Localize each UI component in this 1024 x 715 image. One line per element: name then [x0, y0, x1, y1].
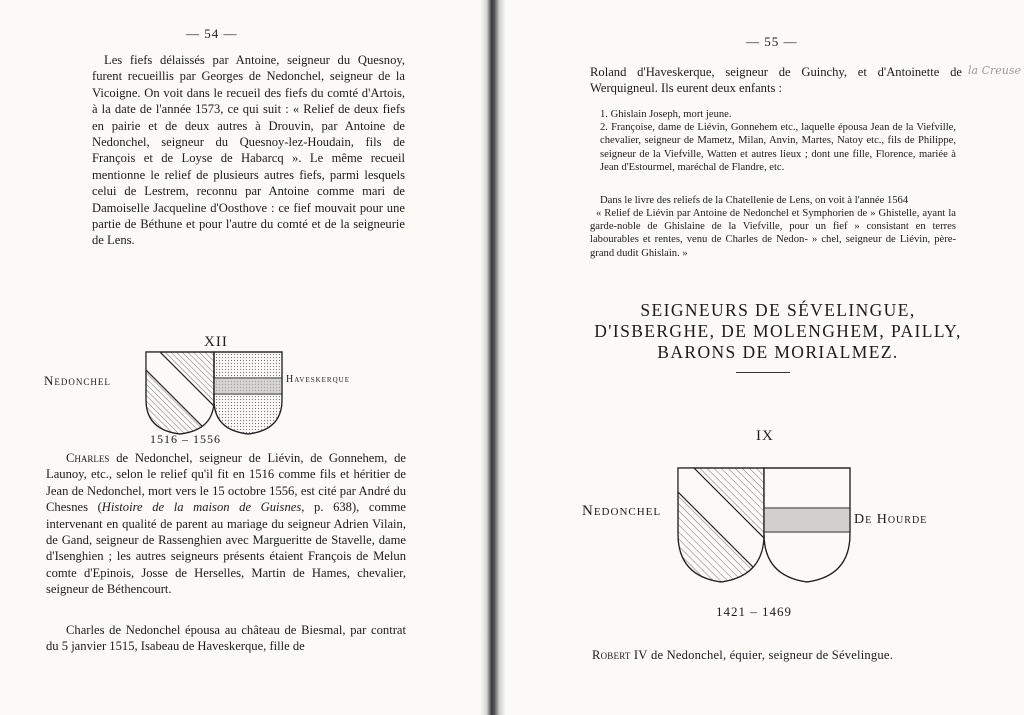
arms-name-right: Haveskerque — [286, 374, 350, 385]
caption-robert: Robert IV de Nedonchel, équier, seigneur de Sévelingue. — [592, 648, 894, 662]
arms-name-right: De Hourde — [854, 512, 928, 527]
page-number: — 54 — — [186, 26, 238, 41]
shield-de-hourde — [764, 468, 850, 582]
name-lead: Charles — [66, 451, 110, 465]
paragraph-fiefs: Les fiefs délaissés par Antoine, seigneur du Quesnoy, furent recueillis par Georges de Nedonchel, seigneur de la Vicoigne. On voit dans le recueil des fiefs du comté d'Artois, à la date de l'année 1573, ce qui suit : « Relief de deux fiefs en pairie et de deux autres à Drouvin, par Antoine de Nedonchel, seigneur du Quesnoy-lez-Houdain, fils de François et de Loyse de Habarcq ». Le même recueil mentionne le relief de plusieurs autres fiefs, parmi lesquels celui de Lestrem, reconnu par Antoine comme mari de Damoiselle Jacqueline d'Oosthove : ce fief mouvait pour une partie de Béthune et pour l'autre du comté et de la seigneurie de Lens. — [92, 53, 405, 248]
paragraph-charles: Charles de Nedonchel, seigneur de Liévin, de Gonnehem, de Launoy, etc., selon le relief qu'il fit en 1516 comme fils et héritier de Jean de Nedonchel, mort vers le 15 octobre 1556, est cité par André du Chesnes (Histoire de la maison de Guisnes, p. 638), comme intervenant en qualité de parent au mariage du seigneur Adrien Vilain, de Gand, seigneur de Rassenghien avec Margueritte de Stavelle, dame d'Isenghien ; les autres seigneurs présents étaient François de Melun comte d'Epinois, Josse de Herselles, Martin de Hames, chevalier, seigneur de Béthencourt. — [46, 451, 407, 597]
arms-name-left: Nedonchel — [582, 503, 662, 519]
paragraph-roland: Roland d'Haveskerque, seigneur de Guinchy, et d'Antoinette de Werquigneul. Ils eurent deux enfants : — [590, 65, 962, 96]
coat-of-arms-pair — [674, 464, 854, 586]
shield-haveskerque — [214, 352, 282, 434]
heading-line: D'ISBERGHE, DE MOLENGHEM, PAILLY, — [594, 321, 962, 341]
arms-dates: 1421 – 1469 — [716, 604, 792, 619]
heading-line: BARONS DE MORIALMEZ. — [657, 342, 899, 362]
shield-nedonchel — [140, 350, 224, 434]
children-list — [590, 108, 956, 174]
section-heading — [568, 300, 988, 363]
quote-intro: Dans le livre des reliefs de la Chatellenie de Lens, on voit à l'année 1564 — [600, 195, 909, 206]
list-item: 1. Ghislain Joseph, mort jeune. — [600, 109, 732, 120]
coat-of-arms-pair — [140, 350, 290, 436]
arms-dates: 1516 – 1556 — [150, 432, 221, 446]
heading-line: SEIGNEURS DE SÉVELINGUE, — [640, 300, 916, 320]
paragraph-marriage: Charles de Nedonchel épousa au château de Biesmal, par contrat du 5 janvier 1515, Isabeau de Haveskerque, fille de — [46, 623, 406, 654]
book-title: Histoire de la maison de Guisnes — [101, 500, 302, 515]
name-lead: Robert IV — [592, 648, 648, 662]
section-numeral: XII — [204, 334, 228, 350]
section-numeral: IX — [756, 428, 774, 444]
handwritten-margin-note: la Creuse — [968, 64, 1021, 77]
heading-rule — [736, 372, 790, 373]
list-item: 2. Françoise, dame de Liévin, Gonnehem etc., laquelle épousa Jean de la Viefville, chevalier, seigneur de Mametz, Milan, Anvin, Martes, Natoy etc., fils de Philippe, seigneur de la Viefville, Watten et autres lieux ; dont une fille, Florence, mariée à Jean d'Estourmel, maréchal de Flandre, etc. — [600, 122, 956, 173]
left-page — [0, 0, 488, 715]
quote-relief: « Relief de Liévin par Antoine de Nedonchel et Symphorien de » Ghistelle, ayant la garde-noble de Ghislaine de la Viefville, pour un fief » consistant en terres labourables et rentes, venu de Charles de Nedon- » chel, seigneur de Liévin, père-grand dudit Ghislain. » — [590, 208, 956, 259]
page-number: — 55 — — [746, 34, 798, 49]
arms-name-left: Nedonchel — [44, 373, 111, 388]
right-page — [498, 0, 1024, 715]
shield-nedonchel — [674, 464, 774, 582]
